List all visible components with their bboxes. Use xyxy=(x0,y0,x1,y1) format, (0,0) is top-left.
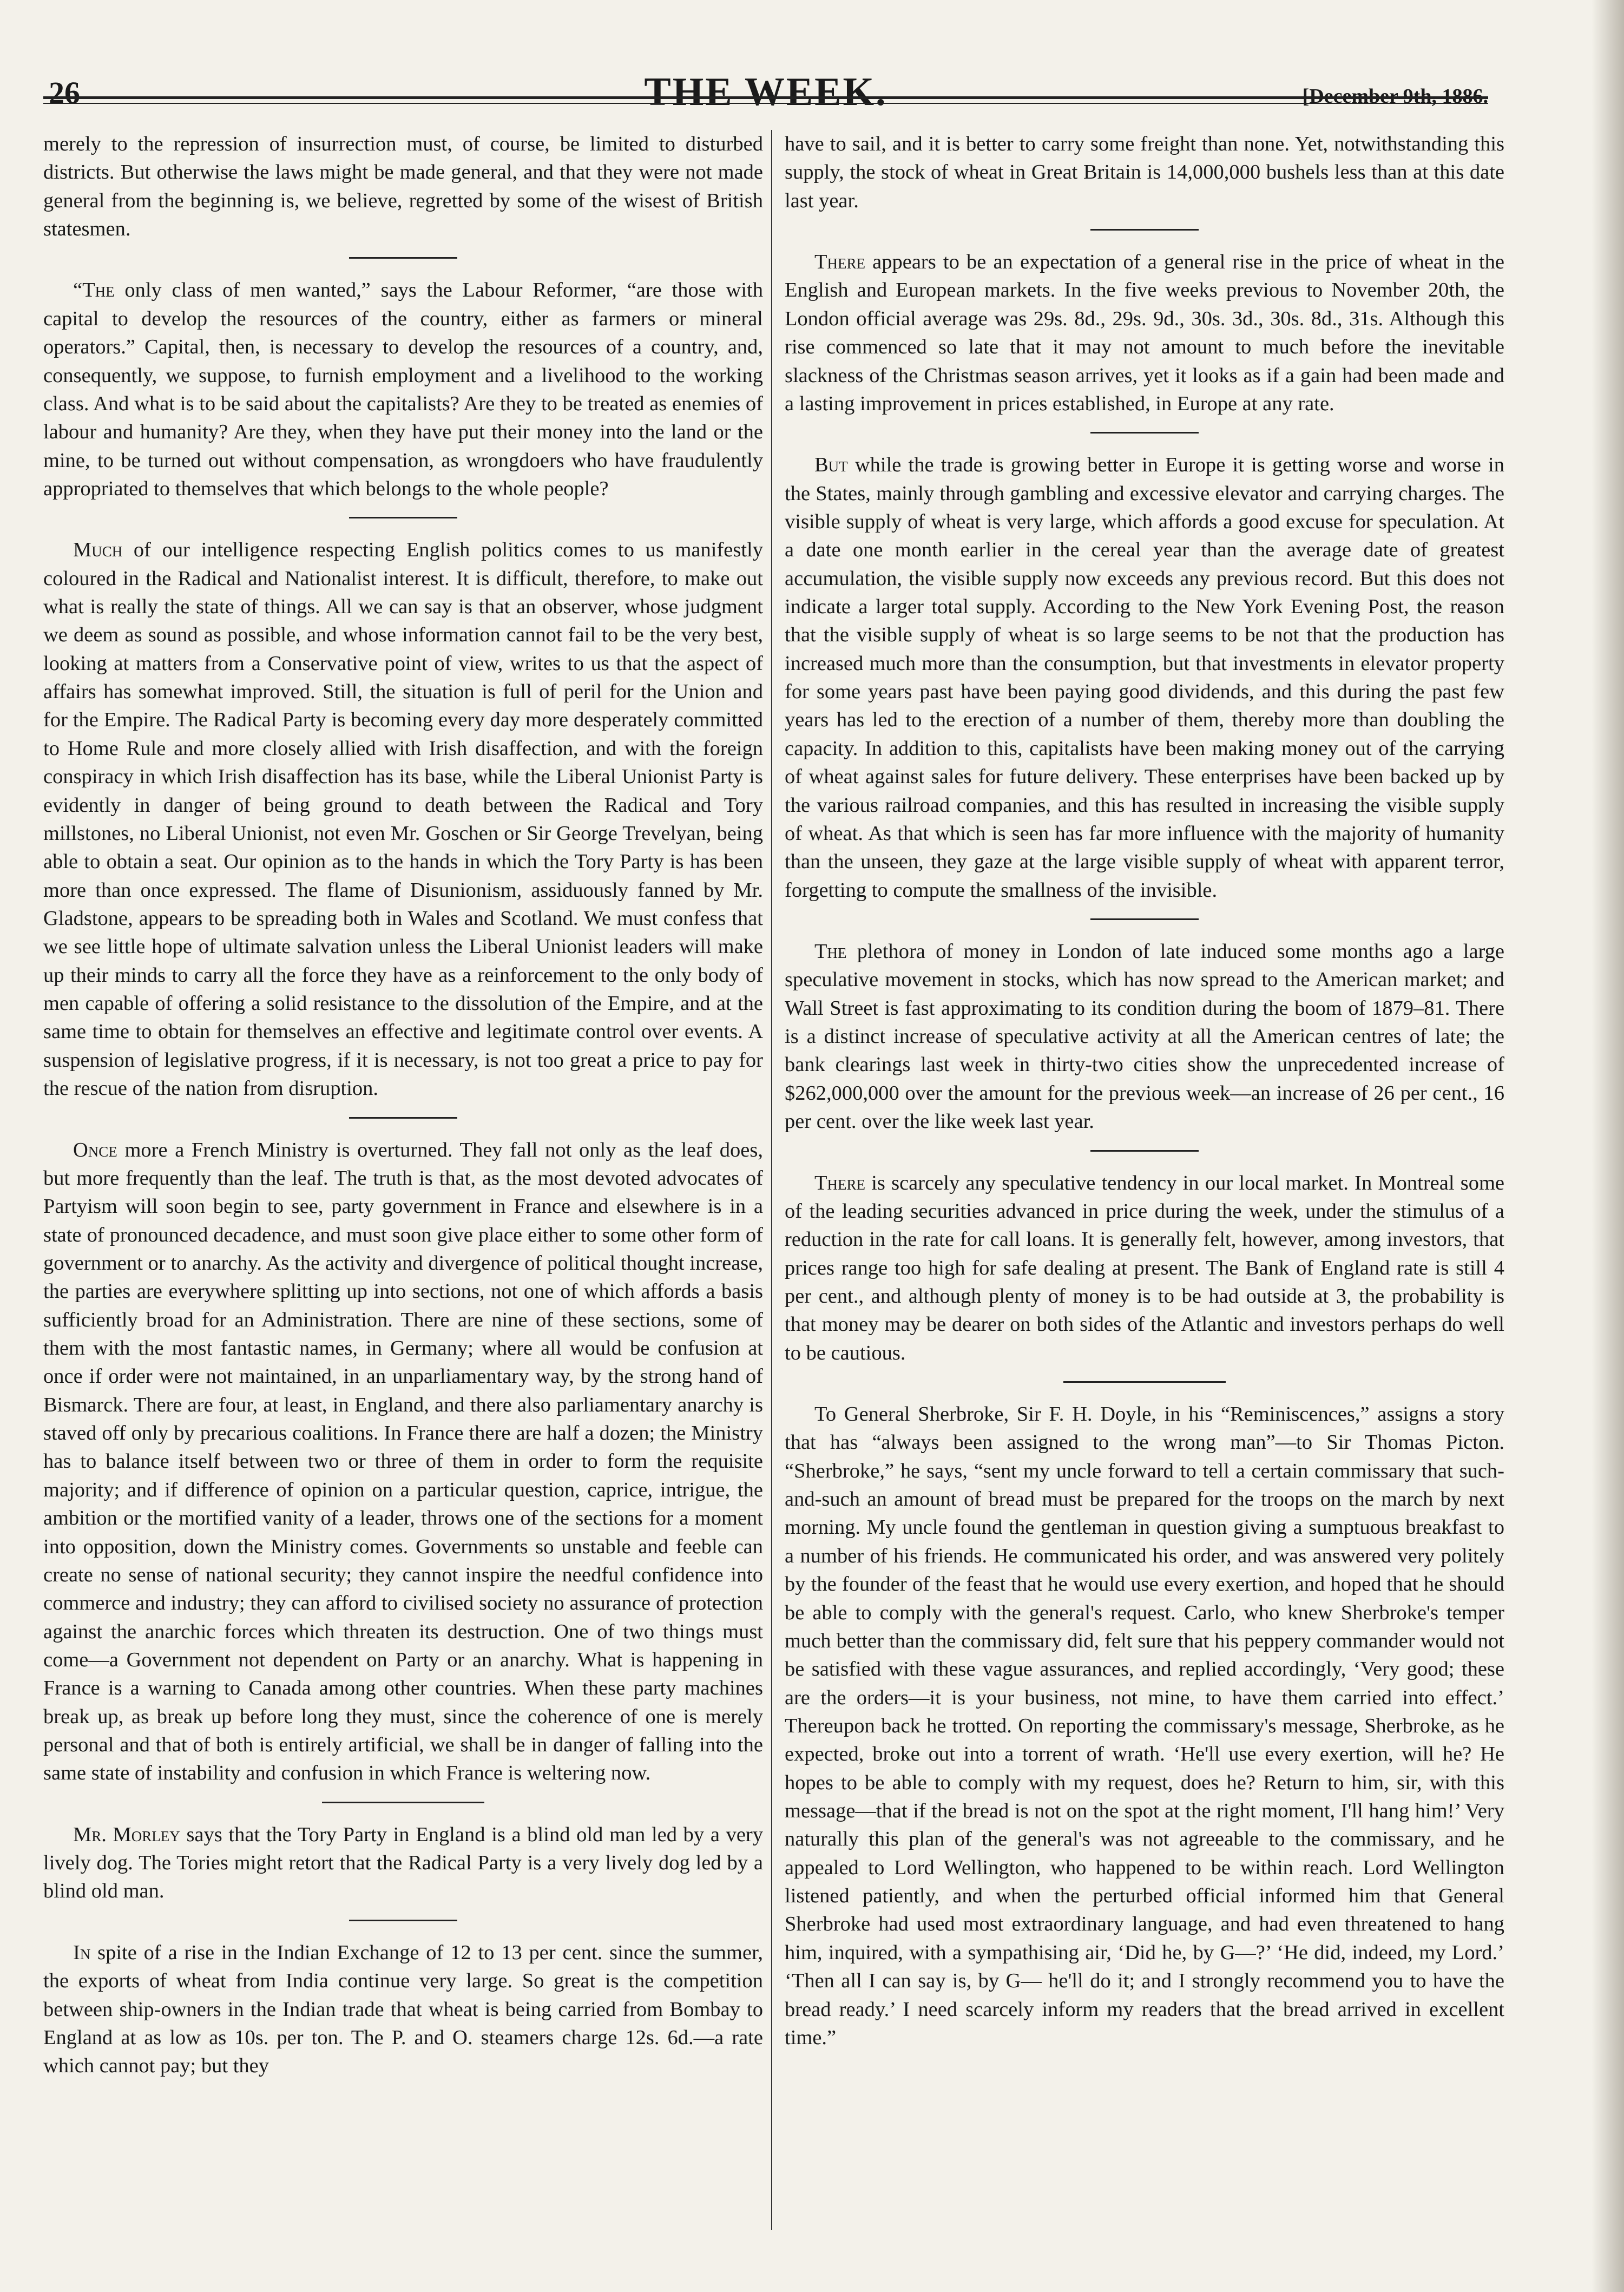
article-paragraph: The plethora of money in London of late induced some months ago a large speculative movement in stocks, which has now spread to the American market; and Wall Street is fast approximating to its condition during the boom of 1879–81. There is a distinct increase of speculative activity at all the American centres of late; the bank clearings last week in thirty-two cities show the unprecedented increase of $262,000,000 over the amount for the previous week—an increase of 26 per cent., 16 per cent. over the like week last year. xyxy=(785,940,1504,1133)
article-paragraph: Once more a French Ministry is overturned. They fall not only as the leaf does, but more frequently than the leaf. The truth is that, as the most devoted advocates of Partyism will soon begin to see, party government in France and elsewhere is in a state of pronounced decadence, and must soon give place either to some other form of government or to anarchy. As the activity and divergence of political thought increase, the parties are everywhere splitting up into sections, not one of which affords a basis sufficiently broad for an Administration. There are nine of these sections, some of them with the most fantastic names, in Germany; where all would be confusion at once if order were not maintained, in an unparliamentary way, by the strong hand of Bismarck. There are four, at least, in England, and there also parliamentary anarchy is staved off only by precarious coalitions. In France there are half a dozen; the Ministry has to balance itself between two or three of them in order to form the requisite majority; and if difference of opinion on a particular question, caprice, intrigue, the ambition or the mortified vanity of a leader, throws one of the sections for a moment into opposition, down the Ministry comes. Governments so unstable and feeble can create no sense of national security; they cannot inspire the needful confidence into commerce and industry; they can afford to civilised society no assurance of protection against the anarchic forces which threaten its destruction. One of two things must come—a Government not dependent on Party or an anarchy. What is happening in France is a warning to Canada among other countries. When these party machines break up, as break up before long they must, since the coherence of one is merely personal and that of both is entirely artificial, we shall be in danger of falling into the same state of instability and confusion in which France is weltering now. xyxy=(43,1138,763,1785)
page-number: 26 xyxy=(49,75,80,110)
section-divider xyxy=(349,1117,457,1119)
section-divider xyxy=(1090,1150,1199,1152)
section-divider xyxy=(349,1920,457,1921)
section-divider xyxy=(1090,229,1199,231)
article-paragraph: Mr. Morley says that the Tory Party in England is a blind old man led by a very lively dog. The Tories might retort that the Radical Party is a very lively dog led by a blind old man. xyxy=(43,1823,763,1903)
right-column xyxy=(785,130,1504,2241)
article-paragraph: To General Sherbroke, Sir F. H. Doyle, in his “Reminiscences,” assigns a story that has “always been assigned to the wrong man”—to Sir Thomas Picton. “Sherbroke,” he says, “sent my uncle forward to tell a certain commissary that such-and-such an amount of bread must be prepared for the troops on the march by next morning. My uncle found the gentleman in question giving a sumptuous breakfast to a number of his friends. He communicated his order, and was answered very politely by the founder of the feast that he would use every exertion, and hoped that he should be able to comply with the general's request. Carlo, who knew Sherbroke's temper much better than the commissary did, felt sure that his peppery commander would not be satisfied with these vague assurances, and replied accordingly, ‘Very good; these are the orders—it is your business, not mine, to have them carried into effect.’ Thereupon back he trotted. On reporting the commissary's message, Sherbroke, as he expected, broke out into a torrent of wrath. ‘He'll use every exertion, will he? He hopes to be able to comply with my request, does he? Return to him, sir, with this message—that if the bread is not on the spot at the right moment, I'll hang him!’ Very naturally this plan of the general's was not agreeable to the commissary, and he appealed to Lord Wellington, who happened to be within reach. Lord Wellington listened patiently, and when the perturbed official informed him that General Sherbroke had used most extraordinary language, and had even threatened to hang him, inquired, with a sympathising air, ‘Did he, by G—?’ ‘He did, indeed, my Lord.’ ‘Then all I can say is, by G— he'll do it; and I strongly recommend you to have the bread ready.’ I need scarcely inform my readers that the bread arrived in excellent time.” xyxy=(785,1403,1504,2049)
article-paragraph: merely to the repression of insurrection must, of course, be limited to disturbed districts. But otherwise the laws might be made general, and that they were not made general from the beginning is, we believe, regretted by some of the wisest of British statesmen. xyxy=(43,133,763,241)
publication-title: THE WEEK. xyxy=(644,70,887,114)
article-paragraph: But while the trade is growing better in Europe it is getting worse and worse in the States, mainly through gambling and excessive elevator and carrying charges. The visible supply of wheat is very large, which affords a good excuse for speculation. At a date one month earlier in the cereal year than the average date of greatest accumulation, the visible supply now exceeds any previous record. But this does not indicate a larger total supply. According to the New York Evening Post, the reason that the visible supply of wheat is so large seems to be not that the production has increased much more than the consumption, but that investments in elevator property for some years past have been paying good dividends, and this during the past few years has led to the erection of a number of them, thereby more than doubling the capacity. In addition to this, capitalists have been making money out of the carrying of wheat against sales for future delivery. These enterprises have been backed up by the various railroad companies, and this has resulted in increasing the visible supply of wheat. As that which is seen has far more influence with the majority of humanity than the unseen, they gaze at the large visible supply of wheat with apparent terror, forgetting to compute the smallness of the invisible. xyxy=(785,454,1504,902)
section-divider xyxy=(349,257,457,259)
article-paragraph: Much of our intelligence respecting English politics comes to us manifestly coloured in the Radical and Nationalist interest. It is difficult, therefore, to make out what is really the state of things. All we can say is that an observer, whose judgment we deem as sound as possible, and whose information cannot fail to be the very best, looking at matters from a Conservative point of view, writes to us that the aspect of affairs has somewhat improved. Still, the situation is full of peril for the Union and for the Empire. The Radical Party is becoming every day more desperately committed to Home Rule and more closely allied with Irish disaffection, and with the foreign conspiracy in which Irish disaffection has its base, while the Liberal Unionist Party is evidently in danger of being ground to death between the Radical and Tory millstones, no Liberal Unionist, not even Mr. Goschen or Sir George Trevelyan, being able to obtain a seat. Our opinion as to the hands in which the Tory Party is has been more than once expressed. The flame of Disunionism, assiduously fanned by Mr. Gladstone, appears to be spreading both in Wales and Scotland. We must confess that we see little hope of ultimate salvation unless the Liberal Unionist leaders will make up their minds to carry all the force they have as a reinforcement to the only body of men capable of offering a solid resistance to the dissolution of the Empire, and at the same time to obtain for themselves an effective and legitimate control over events. A suspension of legislative progress, if it is necessary, is not too great a price to pay for the rescue of the nation from disruption. xyxy=(43,538,763,1100)
article-paragraph: There appears to be an expectation of a general rise in the price of wheat in the English and European markets. In the five weeks previous to November 20th, the London official average was 29s. 8d., 29s. 9d., 30s. 3d., 30s. 8d., 31s. Although this rise commenced so late that it may not amount to much before the inevitable slackness of the Christmas season arrives, yet it looks as if a gain had been made and a lasting improvement in prices established, in Europe at any rate. xyxy=(785,251,1504,415)
article-paragraph: There is scarcely any speculative tendency in our local market. In Montreal some of the leading securities advanced in price during the week, under the stimulus of a reduction in the rate for call loans. It is generally felt, however, among investors, that prices range too high for safe dealing at present. The Bank of England rate is still 4 per cent., and although plenty of money is to be had outside at 3, the probability is that money may be dearer on both sides of the Atlantic and investors perhaps do well to be cautious. xyxy=(785,1171,1504,1364)
article-paragraph: In spite of a rise in the Indian Exchange of 12 to 13 per cent. since the summer, the exports of wheat from India continue very large. So great is the competition between ship-owners in the Indian trade that wheat is being carried from Bombay to England at as low as 10s. per ton. The P. and O. steamers charge 12s. 6d.—a rate which cannot pay; but they xyxy=(43,1941,763,2078)
article-paragraph: have to sail, and it is better to carry some freight than none. Yet, notwithstanding this supply, the stock of wheat in Great Britain is 14,000,000 bushels less than at this date last year. xyxy=(785,133,1504,212)
section-divider xyxy=(349,517,457,518)
issue-date: [December 9th, 1886. xyxy=(1302,85,1488,108)
column-separator xyxy=(771,130,772,2230)
section-divider xyxy=(1090,432,1199,434)
section-divider xyxy=(322,1802,484,1803)
section-divider xyxy=(1063,1381,1226,1383)
section-divider xyxy=(1090,918,1199,920)
header-rule xyxy=(43,96,1488,99)
header-rule-thin xyxy=(43,103,1488,104)
article-paragraph: “The only class of men wanted,” says the Labour Reformer, “are those with capital to develop the resources of the country, either as farmers or mineral operators.” Capital, then, is necessary to develop the resources of a country, and, consequently, we suppose, to furnish employment and a livelihood to the working class. And what is to be said about the capitalists? Are they to be treated as enemies of labour and humanity? Are they, when they have put their money into the land or the mine, to be turned out without compensation, as wrongdoers who have fraudulently appropriated to themselves that which belongs to the whole people? xyxy=(43,279,763,500)
page-edge-shadow xyxy=(1592,0,1624,2292)
left-column xyxy=(43,130,763,2241)
